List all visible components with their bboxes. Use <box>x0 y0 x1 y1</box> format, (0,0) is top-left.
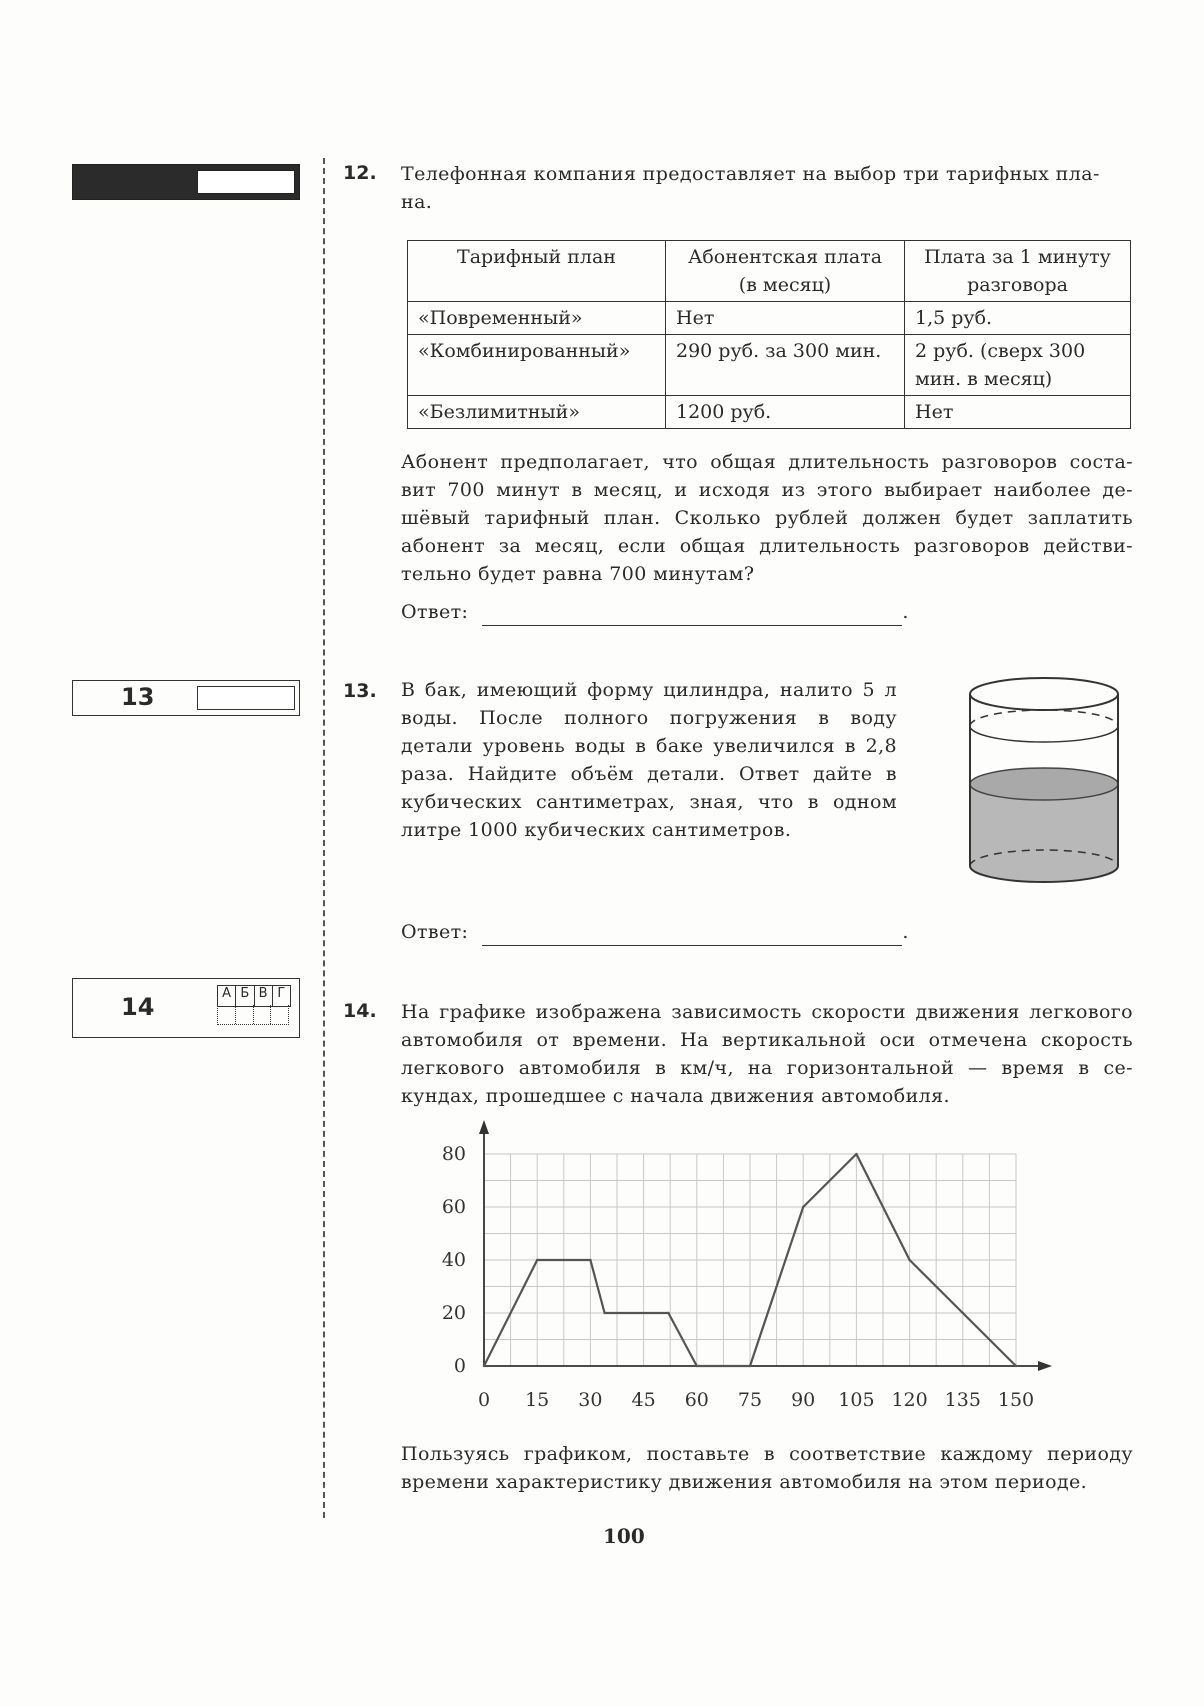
letter-g: Г <box>277 986 286 1001</box>
answer-grid-14 <box>217 985 289 1025</box>
q14-footer-text: Пользуясь графиком, поставьте в соответствие каждому периоду времени характеристику движения автомобиля на этом периоде. <box>401 1443 1133 1493</box>
speed-time-chart <box>400 1120 1060 1420</box>
tariff-table <box>407 240 1131 429</box>
question-number-13: 13. <box>343 680 377 702</box>
x-tick-label: 60 <box>684 1389 709 1411</box>
answer-line-12[interactable] <box>482 603 902 626</box>
q14-text: На графике изображена зависимость скорости движения легкового автомобиля от времени. На вертикальной оси отмечена скорость легкового автомобиля в км/ч, на горизонтальной — время в се- кундах, прошедшее с начала движения автомобиля. <box>401 1001 1133 1107</box>
data-point <box>802 1206 804 1208</box>
q13-answer-row <box>401 918 909 946</box>
data-point <box>536 1259 538 1261</box>
data-point <box>749 1365 751 1367</box>
q12-intro-line1: Телефонная компания предоставляет на выбор три тарифных пла- <box>401 163 1100 185</box>
data-point <box>696 1365 698 1367</box>
letter-a: А <box>218 986 236 1006</box>
table-cell: Нет <box>666 302 905 335</box>
page-number: 100 <box>603 1524 645 1548</box>
period: . <box>902 601 909 623</box>
x-tick-label: 15 <box>525 1389 550 1411</box>
side-number-13: 13 <box>121 683 155 711</box>
answer-cell[interactable] <box>236 1005 254 1024</box>
table-header-row <box>408 241 1131 302</box>
data-point <box>962 1312 964 1314</box>
x-tick-label: 0 <box>477 1389 491 1411</box>
answer-line-13[interactable] <box>482 923 902 946</box>
y-axis-arrow <box>479 1120 489 1134</box>
data-point <box>483 1365 485 1367</box>
side-box-12 <box>72 164 300 200</box>
table-header: Плата за 1 минуту разговора <box>905 241 1131 302</box>
data-point <box>589 1259 591 1261</box>
data-point <box>908 1259 910 1261</box>
x-tick-label: 135 <box>944 1389 981 1411</box>
answer-cell[interactable] <box>254 1005 272 1024</box>
q12-intro-line2: на. <box>401 191 433 213</box>
x-tick-label: 75 <box>737 1389 763 1411</box>
period: . <box>902 921 909 943</box>
table-cell: Нет <box>905 396 1131 429</box>
y-tick-label: 60 <box>441 1196 466 1218</box>
letter-b: Б <box>236 986 254 1006</box>
side-number-14: 14 <box>121 993 155 1021</box>
side-box-14 <box>72 978 300 1038</box>
y-tick-label: 40 <box>441 1249 466 1271</box>
data-point <box>603 1312 605 1314</box>
answer-box-13[interactable] <box>197 686 295 710</box>
data-point <box>855 1153 857 1155</box>
x-axis-arrow <box>1038 1361 1052 1371</box>
question-number-14: 14. <box>343 1000 377 1022</box>
side-box-13 <box>72 680 300 716</box>
data-point <box>667 1312 669 1314</box>
table-cell: «Комбинированный» <box>408 335 666 396</box>
answer-box-12[interactable] <box>197 170 295 194</box>
letter-v: В <box>255 986 273 1006</box>
answer-cell[interactable] <box>271 1005 288 1024</box>
x-tick-label: 30 <box>578 1389 603 1411</box>
x-tick-label: 45 <box>631 1389 656 1411</box>
answer-label: Ответ: <box>401 921 469 943</box>
x-tick-label: 90 <box>791 1389 816 1411</box>
cut-line <box>323 158 325 1518</box>
q12-text: Абонент предполагает, что общая длительность разговоров соста- вит 700 минут в месяц, и исходя из этого выбирает наиболее де- шёвый тарифный план. Сколько рублей должен будет заплатить абонент за месяц, если общая длительность разговоров действи- тельно будет равна 700 минутам? <box>401 451 1133 585</box>
table-cell: «Повременный» <box>408 302 666 335</box>
answer-cell[interactable] <box>218 1005 236 1024</box>
x-tick-label: 120 <box>891 1389 928 1411</box>
y-tick-label: 0 <box>453 1355 466 1377</box>
table-row <box>408 396 1131 429</box>
table-row <box>408 335 1131 396</box>
x-tick-label: 105 <box>838 1389 875 1411</box>
table-header: Тарифный план <box>408 241 666 302</box>
table-header: Абонентская плата (в месяц) <box>666 241 905 302</box>
data-point <box>1015 1365 1017 1367</box>
table-cell: 1,5 руб. <box>905 302 1131 335</box>
cylinder-figure <box>960 668 1130 888</box>
table-row <box>408 302 1131 335</box>
q13-text: В бак, имеющий форму цилиндра, налито 5 л воды. После полного погружения в воду детали уровень воды в баке увеличился в 2,8 раза. Найдите объём детали. Ответ дайте в кубических сантиметрах, зная, что в одном литре 1000 кубических сантиметров. <box>401 679 897 841</box>
table-cell: 2 руб. (сверх 300 мин. в месяц) <box>905 335 1131 396</box>
answer-label: Ответ: <box>401 601 469 623</box>
table-cell: 1200 руб. <box>666 396 905 429</box>
table-cell: 290 руб. за 300 мин. <box>666 335 905 396</box>
y-tick-label: 80 <box>441 1143 466 1165</box>
y-tick-label: 20 <box>441 1302 466 1324</box>
question-number-12: 12. <box>343 162 377 184</box>
q12-answer-row <box>401 598 909 626</box>
table-cell: «Безлимитный» <box>408 396 666 429</box>
x-tick-label: 150 <box>997 1389 1035 1411</box>
